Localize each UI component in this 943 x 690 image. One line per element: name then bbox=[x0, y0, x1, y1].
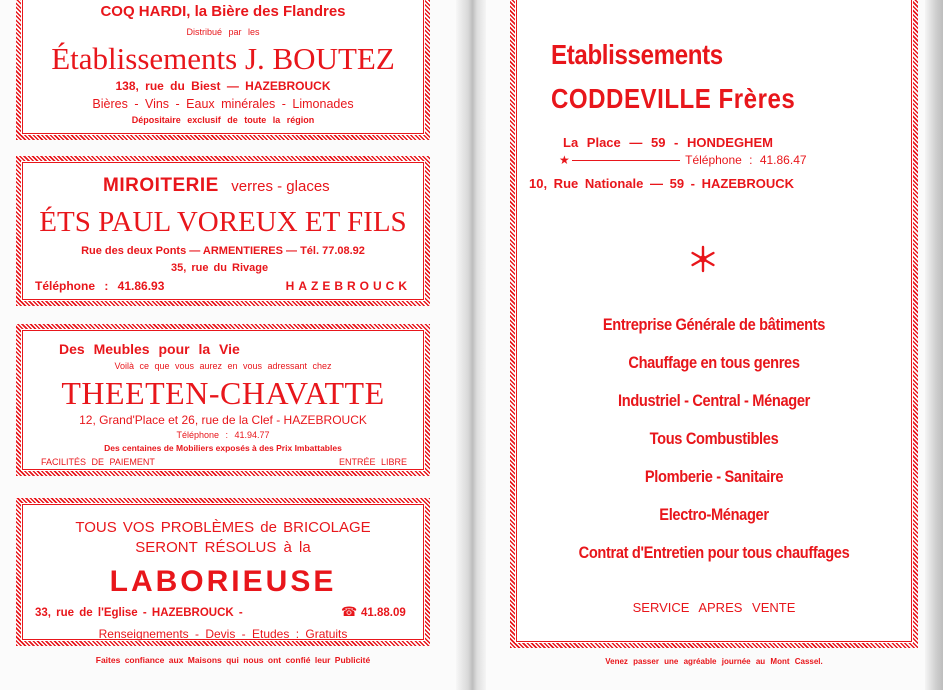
coddeville-phone: Téléphone : 41.86.47 bbox=[685, 153, 807, 167]
service-industriel: Industriel - Central - Ménager bbox=[618, 391, 810, 410]
service-chauffage: Chauffage en tous genres bbox=[628, 353, 800, 372]
ad-theeten-left-note: FACILITÉS DE PAIEMENT bbox=[41, 457, 155, 467]
ad-voreux-title: MIROITERIE bbox=[103, 175, 219, 196]
ad-voreux-title-suffix: verres - glaces bbox=[231, 178, 330, 195]
ad-voreux bbox=[16, 156, 430, 306]
big-star-icon bbox=[689, 245, 717, 278]
ad-laborieuse-company: LABORIEUSE bbox=[109, 565, 337, 598]
ad-theeten-tagline: Voilà ce que vous aurez en vous adressant chez bbox=[114, 361, 332, 371]
service-plomberie: Plomberie - Sanitaire bbox=[644, 467, 784, 486]
right-footer: Venez passer une agréable journée au Mont Cassel. bbox=[605, 657, 823, 666]
book-gutter bbox=[456, 0, 486, 690]
divider-line bbox=[572, 160, 680, 161]
service-electro: Electro-Ménager bbox=[659, 505, 769, 524]
ad-boutez-products: Bières - Vins - Eaux minérales - Limonades bbox=[92, 97, 354, 111]
coddeville-title1: Etablissements bbox=[551, 39, 723, 70]
ad-theeten-right-note: ENTRÉE LIBRE bbox=[338, 457, 407, 467]
page-edge bbox=[925, 0, 943, 690]
ad-voreux-company: ÉTS PAUL VOREUX ET FILS bbox=[39, 206, 407, 238]
ad-theeten bbox=[16, 324, 430, 476]
small-star-icon: ★ bbox=[559, 153, 570, 167]
left-footer: Faites confiance aux Maisons qui nous ont confié leur Publicité bbox=[95, 655, 371, 665]
ad-theeten-headline: Des Meubles pour la Vie bbox=[59, 341, 240, 357]
ad-boutez-headline: COQ HARDI, la Bière des Flandres bbox=[100, 3, 346, 20]
coddeville-addr2: 10, Rue Nationale — 59 - HAZEBROUCK bbox=[529, 176, 795, 191]
service-combustibles: Tous Combustibles bbox=[649, 429, 779, 448]
phone-icon: ☎ bbox=[341, 604, 358, 619]
ad-voreux-line2: 35, rue du Rivage bbox=[171, 262, 269, 274]
ad-voreux-line1: Rue des deux Ponts — ARMENTIERES — Tél. 77.08.92 bbox=[81, 245, 365, 257]
ad-theeten-company: THEETEN-CHAVATTE bbox=[61, 375, 385, 411]
big-star-svg bbox=[689, 245, 717, 273]
ad-coddeville bbox=[510, 0, 918, 648]
ad-boutez-distrib: Distribué par les bbox=[186, 27, 260, 37]
ad-boutez-company: Établissements J. BOUTEZ bbox=[51, 41, 395, 76]
coddeville-title2: CODDEVILLE Frères bbox=[551, 83, 796, 114]
ad-voreux-title-row bbox=[103, 175, 330, 197]
ad-boutez-depositaire: Dépositaire exclusif de toute la région bbox=[131, 115, 315, 125]
ad-laborieuse-line1: TOUS VOS PROBLÈMES de BRICOLAGE bbox=[75, 519, 371, 536]
ad-theeten-note: Des centaines de Mobiliers exposés à des Prix Imbattables bbox=[104, 443, 342, 453]
ad-theeten-address: 12, Grand'Place et 26, rue de la Clef - HAZEBROUCK bbox=[79, 413, 367, 427]
ad-boutez-address: 138, rue du Biest — HAZEBROUCK bbox=[115, 79, 331, 93]
ad-laborieuse-services: Renseignements - Devis - Etudes : Gratuits bbox=[98, 627, 348, 641]
coddeville-addr1: La Place — 59 - HONDEGHEM bbox=[563, 135, 773, 150]
after-sale: SERVICE APRES VENTE bbox=[632, 600, 796, 615]
ad-voreux-phone: Téléphone : 41.86.93 bbox=[35, 279, 165, 293]
coddeville-phone-row bbox=[559, 153, 807, 167]
ad-voreux-city: HAZEBROUCK bbox=[285, 279, 411, 293]
service-contrat: Contrat d'Entretien pour tous chauffages bbox=[578, 543, 850, 562]
ad-laborieuse-phone: 41.88.09 bbox=[361, 607, 406, 619]
service-general: Entreprise Générale de bâtiments bbox=[602, 315, 826, 334]
ad-laborieuse-address: 33, rue de l'Eglise - HAZEBROUCK - bbox=[35, 607, 243, 619]
ad-laborieuse bbox=[16, 498, 430, 646]
ad-laborieuse-line2: SERONT RÉSOLUS à la bbox=[135, 539, 311, 556]
ad-theeten-phone: Téléphone : 41.94.77 bbox=[176, 430, 270, 440]
ad-boutez bbox=[16, 0, 430, 140]
